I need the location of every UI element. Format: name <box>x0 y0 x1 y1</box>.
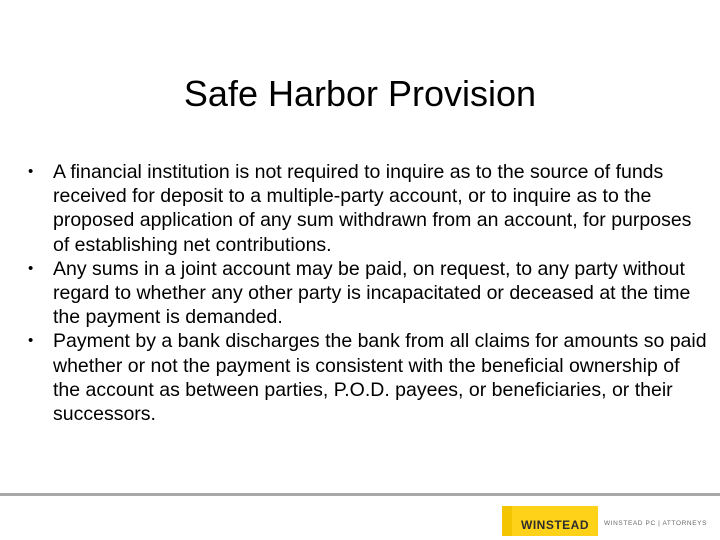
winstead-logo <box>502 506 598 536</box>
bullet-item: • A financial institution is not required to inquire as to the source of funds received for deposit to a multiple-party account, or to inquire as to the proposed application of any sum withdrawn from an account, for purposes of establishing net contributions. <box>28 160 708 257</box>
bullet-list <box>28 160 708 426</box>
slide-title: Safe Harbor Provision <box>183 73 537 114</box>
bullet-item: • Any sums in a joint account may be paid, on request, to any party without regard to whether any other party is incapacitated or deceased at the time the payment is demanded. <box>28 257 708 330</box>
logo-box <box>512 506 598 536</box>
logo-text: WINSTEAD <box>521 518 589 532</box>
bullet-item: • Payment by a bank discharges the bank from all claims for amounts so paid whether or not the payment is consistent with the beneficial ownership of the account as between parties, P.O.D. payees, or beneficiaries, or their successors. <box>28 329 708 426</box>
footer-divider <box>0 493 720 496</box>
footer-tagline: WINSTEAD PC | ATTORNEYS <box>604 520 708 527</box>
logo-accent-bar <box>502 506 512 536</box>
